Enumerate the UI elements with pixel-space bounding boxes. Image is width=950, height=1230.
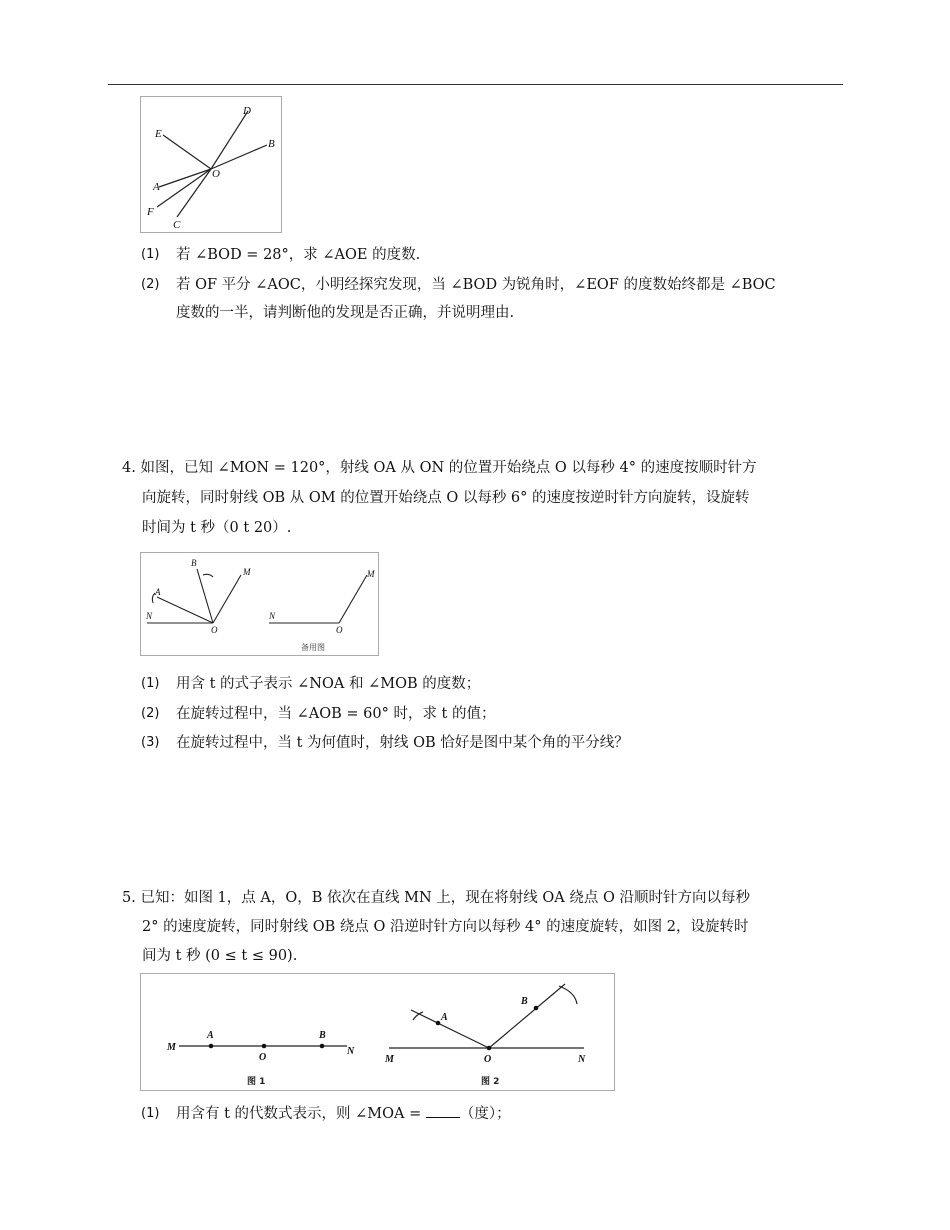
label-n4: N [146,611,153,621]
figure-rays-on-line [140,973,615,1091]
q4-sub3-text: 在旋转过程中，当 t 为何值时，射线 OB 恰好是图中某个角的平分线？ [176,735,629,751]
label-b5b: B [521,996,528,1007]
label-e: E [155,128,162,140]
q3-sub1-text: 若 ∠BOD = 28°，求 ∠AOE 的度数. [176,247,421,263]
label-f: F [147,206,154,218]
q4-sub1-text: 用含 t 的式子表示 ∠NOA 和 ∠MOB 的度数； [176,676,481,692]
q4-sub3-number: (3) [141,735,160,750]
label-b4: B [191,558,197,568]
figure-mon-rotation [140,552,379,656]
point-o2 [487,1046,492,1051]
label-m5b: M [385,1054,394,1065]
point-b [320,1044,325,1049]
q5-line2: 2° 的速度旋转，同时射线 OB 绕点 O 沿逆时针方向以每秒 4° 的速度旋转，如图 2，设旋转时 [142,919,749,935]
label-b: B [268,138,275,150]
label-o: O [212,168,220,180]
label-o4b: O [336,625,343,635]
label-a5b: A [441,1012,448,1023]
caption-fig1: 图 1 [247,1077,266,1087]
answer-blank[interactable] [426,1105,460,1118]
caption-fig2: 图 2 [481,1077,500,1087]
figure-rays-bod-svg [141,97,281,232]
label-m5: M [167,1042,176,1053]
point-b2 [534,1006,539,1011]
header-rule [108,84,843,85]
label-a5: A [207,1030,214,1041]
q4-sub1-number: (1) [141,676,160,691]
label-c: C [173,219,181,231]
q4-line1: 4. 如图，已知 ∠MON = 120°，射线 OA 从 ON 的位置开始绕点 O 以每秒 4° 的速度按顺时针方 [122,460,757,476]
q3-sub1-number: (1) [141,247,160,262]
label-m4b: M [367,569,375,579]
label-a: A [153,181,160,193]
q5-line1: 5. 已知：如图 1，点 A，O，B 依次在直线 MN 上，现在将射线 OA 绕点 O 沿顺时针方向以每秒 [122,890,750,906]
q5-line3: 间为 t 秒 (0 ≤ t ≤ 90). [142,948,298,964]
q4-sub2-text: 在旋转过程中，当 ∠AOB = 60° 时，求 t 的值； [176,706,496,722]
q5-sub1-text-after: （度）； [459,1106,511,1122]
q3-sub2-line2: 度数的一半，请判断他的发现是否正确，并说明理由. [176,305,515,321]
label-d: D [243,105,251,117]
q5-sub1-text [176,1104,511,1124]
point-o [262,1044,267,1049]
q3-sub2-number: (2) [141,277,160,292]
q4-sub2-number: (2) [141,706,160,721]
label-a4: A [155,587,161,597]
q5-sub1-number: (1) [141,1106,160,1121]
point-a [209,1044,214,1049]
label-n5b: N [578,1054,586,1065]
q4-line3: 时间为 t 秒（0 t 20）. [142,520,292,536]
label-o4: O [211,625,218,635]
label-b5: B [319,1030,326,1041]
point-a2 [436,1021,441,1026]
label-o5: O [259,1052,267,1063]
backup-figure-caption: 备用图 [301,643,325,652]
q4-line2: 向旋转，同时射线 OB 从 OM 的位置开始绕点 O 以每秒 6° 的速度按逆时针方向旋转，设旋转 [142,490,750,506]
figure-rays-on-line-svg [141,974,614,1090]
q3-sub2-line1: 若 OF 平分 ∠AOC，小明经探究发现，当 ∠BOD 为锐角时，∠EOF 的度数始终都是 ∠BOC [176,277,776,293]
label-o5b: O [484,1054,492,1065]
label-n4b: N [269,611,276,621]
figure-rays-bod [140,96,282,233]
figure-mon-rotation-svg [141,553,378,655]
label-m4: M [243,567,251,577]
q5-sub1-text-before: 用含有 t 的代数式表示，则 ∠MOA = [176,1106,422,1122]
label-n5: N [347,1046,355,1057]
